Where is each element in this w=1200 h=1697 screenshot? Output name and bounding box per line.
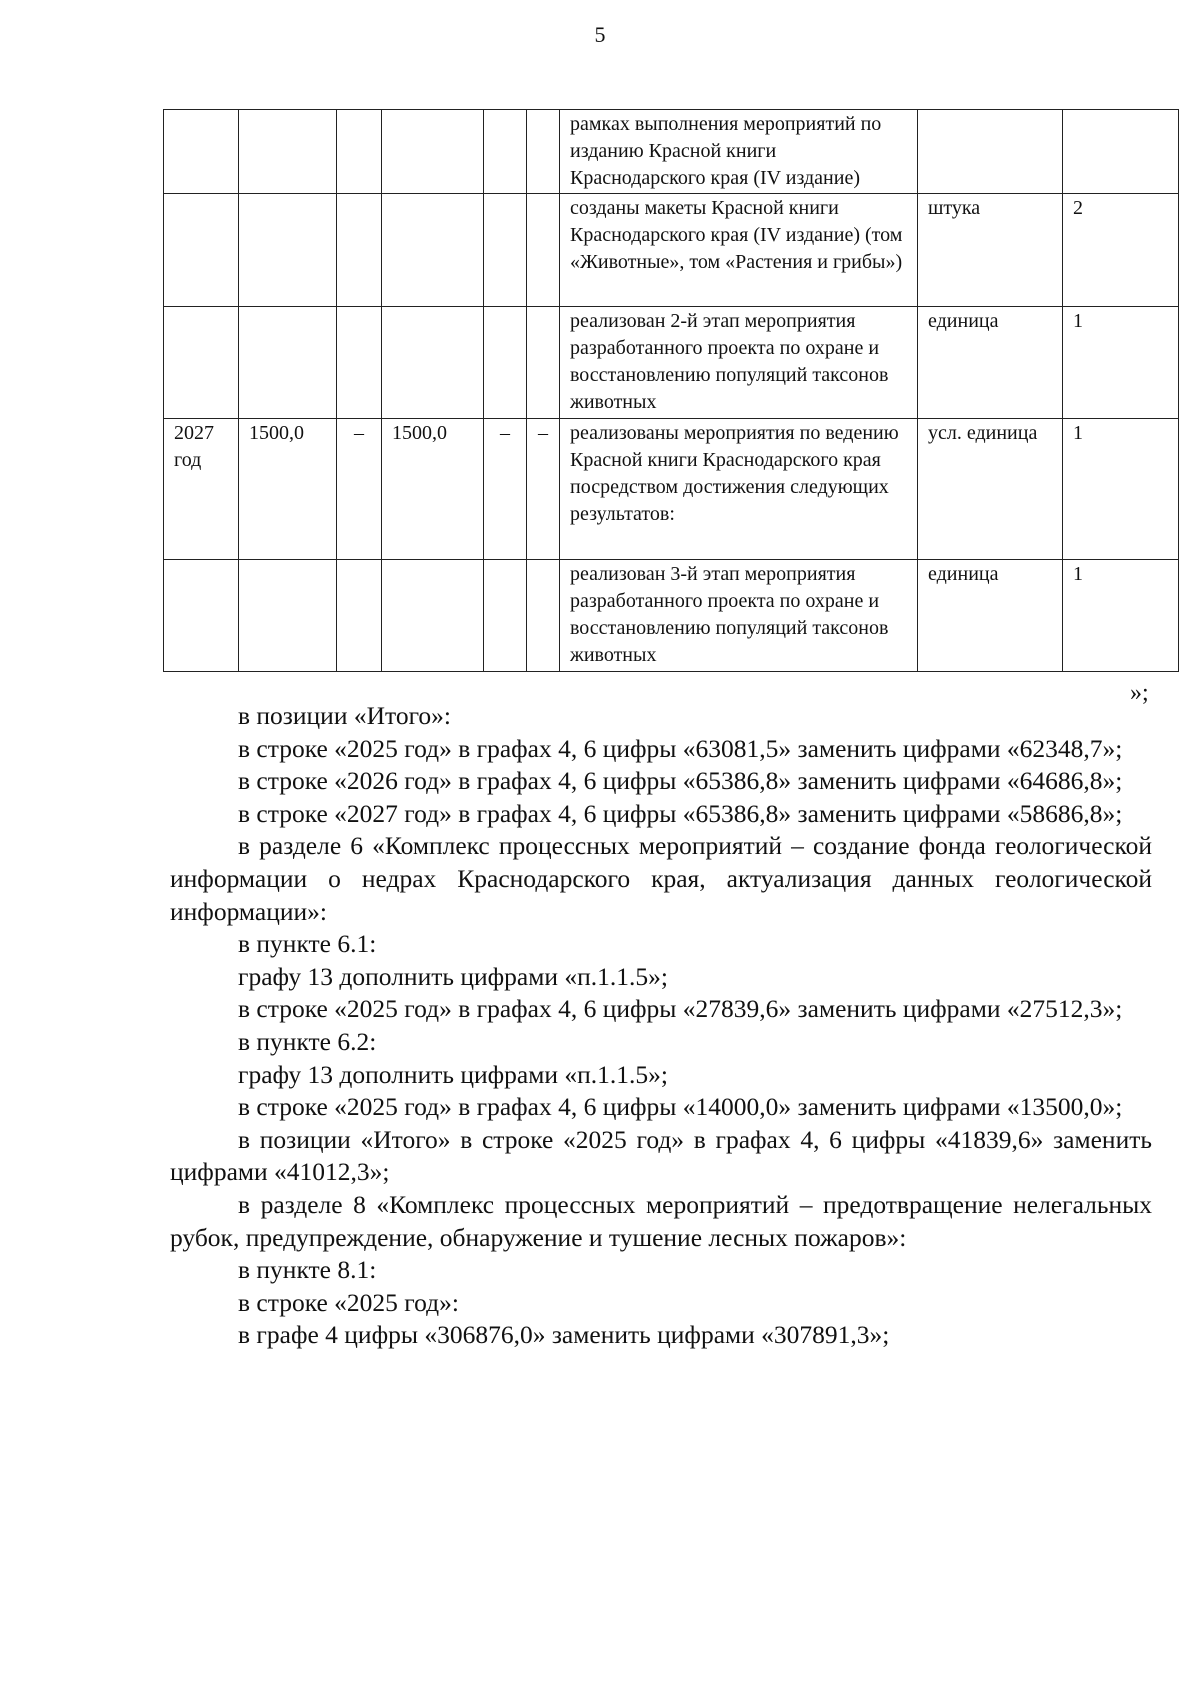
table-row [164,419,1179,560]
paragraph: в пункте 6.1: [238,929,377,959]
local-cell: – [484,419,527,560]
paragraph: в пункте 8.1: [238,1255,377,1285]
total-cell [239,307,337,419]
page-number: 5 [594,22,606,47]
paragraph: в позиции «Итого»: [238,701,451,730]
results-table [163,109,1179,672]
extra-cell: – [527,419,560,560]
paragraph: в разделе 6 «Комплекс процессных мероприятий – создание фонда геологической информации о недрах Краснодарского края, актуализация данных геологической информации»: [170,831,1152,926]
federal-cell [337,110,382,194]
unit-cell: штука [918,194,1063,307]
result-cell: реализован 3-й этап мероприятия разработанного проекта по охране и восстановлению популяций таксонов животных [560,560,918,672]
year-cell [164,110,239,194]
result-cell: рамках выполнения мероприятий по изданию Красной книги Краснодарского края (IV издание) [560,110,918,194]
unit-cell: усл. единица [918,419,1063,560]
paragraph: графу 13 дополнить цифрами «п.1.1.5»; [238,1059,669,1089]
extra-cell [527,560,560,672]
result-cell: реализован 2-й этап мероприятия разработанного проекта по охране и восстановлению популяций таксонов животных [560,307,918,419]
value-cell: 1 [1063,560,1179,672]
unit-cell [918,110,1063,194]
paragraph: в строке «2026 год» в графах 4, 6 цифры «65386,8» заменить цифрами «64686,8»; [238,766,1123,796]
total-cell: 1500,0 [239,419,337,560]
paragraph: в позиции «Итого» в строке «2025 год» в графах 4, 6 цифры «41839,6» заменить цифрами «41012,3»; [170,1124,1152,1187]
local-cell [484,560,527,672]
amendment-text [170,700,1152,1352]
table-row [164,560,1179,672]
extra-cell [527,307,560,419]
year-cell [164,194,239,307]
regional-cell [382,560,484,672]
paragraph: в строке «2025 год» в графах 4, 6 цифры «63081,5» заменить цифрами «62348,7»; [238,733,1123,763]
value-cell: 1 [1063,419,1179,560]
year-cell [164,307,239,419]
extra-cell [527,110,560,194]
year-cell [164,560,239,672]
year-cell: 2027 год [164,419,239,560]
table-row [164,110,1179,194]
local-cell [484,194,527,307]
regional-cell [382,307,484,419]
value-cell [1063,110,1179,194]
table-row [164,194,1179,307]
extra-cell [527,194,560,307]
federal-cell [337,560,382,672]
paragraph: в строке «2025 год» в графах 4, 6 цифры «14000,0» заменить цифрами «13500,0»; [238,1092,1123,1122]
result-cell: реализованы мероприятия по ведению Красной книги Краснодарского края посредством достижения следующих результатов: [560,419,918,560]
unit-cell: единица [918,307,1063,419]
regional-cell [382,110,484,194]
table-row [164,307,1179,419]
paragraph: в графе 4 цифры «306876,0» заменить цифрами «307891,3»; [238,1320,890,1350]
paragraph: в пункте 6.2: [238,1026,377,1056]
federal-cell [337,194,382,307]
paragraph: в разделе 8 «Комплекс процессных мероприятий – предотвращение нелегальных рубок, предупреждение, обнаружение и тушение лесных пожаров»: [170,1189,1152,1252]
value-cell: 1 [1063,307,1179,419]
regional-cell [382,194,484,307]
paragraph: в строке «2027 год» в графах 4, 6 цифры «65386,8» заменить цифрами «58686,8»; [238,798,1123,828]
unit-cell: единица [918,560,1063,672]
total-cell [239,560,337,672]
federal-cell: – [337,419,382,560]
paragraph: в строке «2025 год» в графах 4, 6 цифры «27839,6» заменить цифрами «27512,3»; [238,994,1123,1024]
total-cell [239,194,337,307]
result-cell: созданы макеты Красной книги Краснодарского края (IV издание) (том «Животные», том «Растения и грибы») [560,194,918,307]
local-cell [484,110,527,194]
table-closing-quote: »; [1130,680,1149,706]
federal-cell [337,307,382,419]
paragraph: в строке «2025 год»: [238,1287,459,1317]
paragraph: графу 13 дополнить цифрами «п.1.1.5»; [238,961,669,991]
value-cell: 2 [1063,194,1179,307]
regional-cell: 1500,0 [382,419,484,560]
local-cell [484,307,527,419]
total-cell [239,110,337,194]
